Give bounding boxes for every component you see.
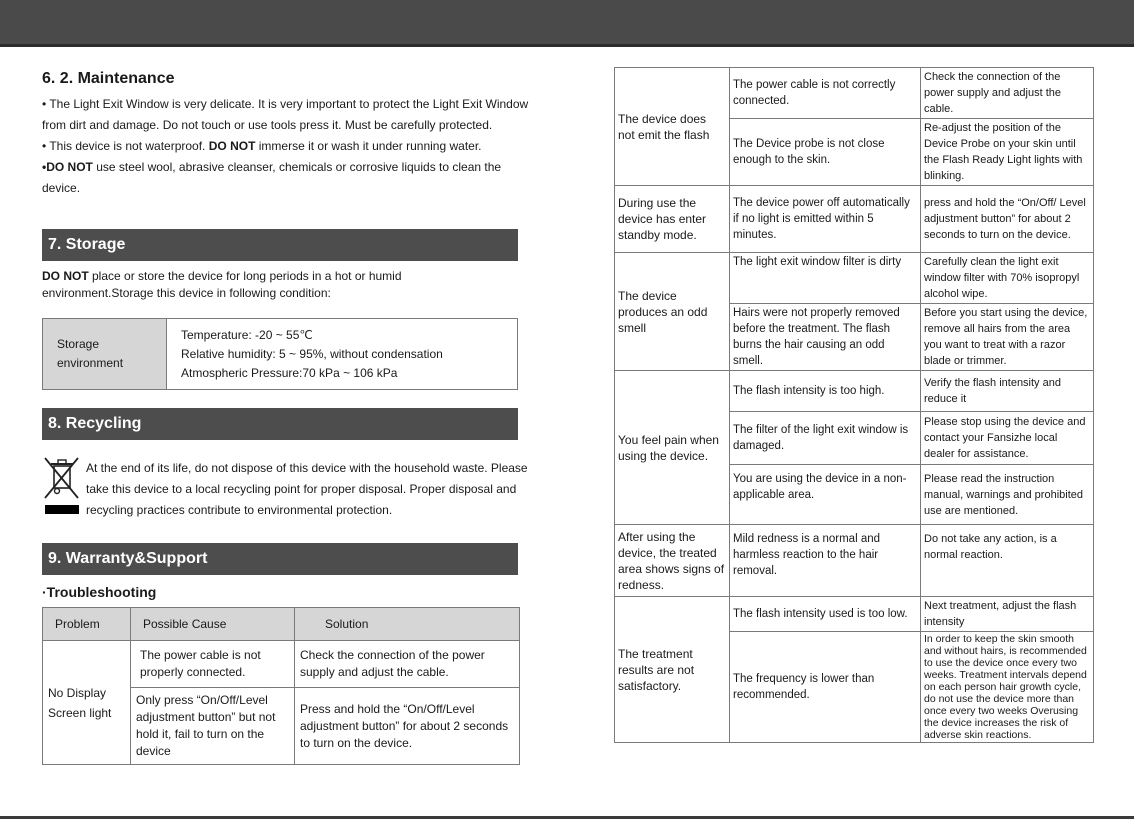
table-header-row [43, 608, 520, 641]
storage-pressure: Atmospheric Pressure:70 kPa ~ 106 kPa [181, 365, 398, 380]
recycle-marking-bar [45, 505, 79, 514]
b2-bold: DO NOT [208, 139, 256, 153]
problem-cell: The treatment results are not satisfactory. [615, 597, 730, 743]
maintenance-bullet-1: • The Light Exit Window is very delicate. It is very important to protect the Light Exit Window from dirt and damage. Do not touch or use tools press it. Must be carefully protected. [42, 97, 529, 132]
storage-humidity: Relative humidity: 5 ~ 95%, without condensation [181, 346, 443, 361]
maintenance-section [42, 70, 536, 199]
solution-cell: Press and hold the “On/Off/Level adjustment button” for about 2 seconds to turn on the device. [295, 688, 520, 765]
b2-text: • This device is not waterproof. [42, 139, 209, 153]
storage-label-1: Storage [57, 337, 100, 351]
header-band-edge [0, 44, 1134, 47]
storage-heading: 7. Storage [42, 229, 518, 261]
cause-cell: The device power off automatically if no light is emitted within 5 minutes. [730, 186, 921, 253]
warranty-heading: 9. Warranty&Support [42, 543, 518, 575]
b2-text-end: immerse it or wash it under running water. [255, 139, 482, 153]
maintenance-heading: 6. 2. Maintenance [42, 70, 175, 87]
cause-cell: The flash intensity used is too low. [730, 597, 921, 632]
solution-cell: Verify the flash intensity and reduce it [921, 371, 1094, 412]
cause-cell: The power cable is not correctly connected. [730, 68, 921, 119]
cause-cell: The power cable is not properly connected. [131, 641, 295, 688]
storage-values-cell [167, 319, 518, 390]
solution-cell: Before you start using the device, remove all hairs from the area you want to treat with a razor blade or trimmer. [921, 304, 1094, 371]
solution-cell: press and hold the “On/Off/ Level adjustment button” for about 2 seconds to turn on the device. [921, 186, 1094, 253]
storage-table [42, 318, 518, 390]
header-problem: Problem [43, 608, 131, 641]
storage-label-2: environment [57, 356, 124, 370]
table-row [615, 68, 1094, 119]
problem-cell: You feel pain when using the device. [615, 371, 730, 525]
solution-cell: Please stop using the device and contact your Fansizhe local dealer for assistance. [921, 412, 1094, 465]
maintenance-bullet-2 [42, 136, 536, 157]
problem-cell: No Display Screen light [43, 641, 131, 765]
problem-cell: After using the device, the treated area shows signs of redness. [615, 525, 730, 597]
recycling-text: At the end of its life, do not dispose of this device with the household waste. Please take this device to a local recycling point for proper disposal. Proper disposal and recycling practices contribute to environmental protection. [86, 461, 528, 517]
cause-cell: The filter of the light exit window is damaged. [730, 412, 921, 465]
solution-cell: Carefully clean the light exit window filter with 70% isopropyl alcohol wipe. [921, 253, 1094, 304]
solution-cell: Check the connection of the power supply and adjust the cable. [295, 641, 520, 688]
page-header-band [0, 0, 1134, 47]
cause-cell: The light exit window filter is dirty [730, 253, 921, 304]
table-row [615, 253, 1094, 304]
cause-cell: Hairs were not properly removed before the treatment. The flash burns the hair causing an odd smell. [730, 304, 921, 371]
table-row [43, 641, 520, 688]
troubleshooting-table-left [42, 607, 520, 765]
cause-cell: Only press “On/Off/Level adjustment button” but not hold it, fail to turn on the device [131, 688, 295, 765]
b3-text: use steel wool, abrasive cleanser, chemicals or corrosive liquids to clean the device. [42, 160, 502, 195]
header-solution: Solution [295, 608, 520, 641]
solution-cell: Re-adjust the position of the Device Probe on your skin until the Flash Ready Light lights with blinking. [921, 119, 1094, 186]
crossed-out-wheelie-bin-icon [42, 456, 80, 502]
troubleshooting-title: ·Troubleshooting [42, 584, 157, 600]
table-row [615, 186, 1094, 253]
solution-cell: Please read the instruction manual, warnings and prohibited use are mentioned. [921, 465, 1094, 525]
cause-cell: You are using the device in a non-applicable area. [730, 465, 921, 525]
cause-cell: The flash intensity is too high. [730, 371, 921, 412]
cause-cell: The Device probe is not close enough to the skin. [730, 119, 921, 186]
solution-cell: In order to keep the skin smooth and without hairs, is recommended to use the device once every two weeks. Treatment intervals depend on each person hair growth cycle, do not use the device more than once every two weeks Overusing the device increases the risk of adverse skin reactions. [921, 632, 1094, 743]
problem-cell: During use the device has enter standby mode. [615, 186, 730, 253]
troubleshooting-table-right [614, 67, 1094, 743]
solution-cell: Next treatment, adjust the flash intensity [921, 597, 1094, 632]
table-row [615, 371, 1094, 412]
recycling-heading: 8. Recycling [42, 408, 518, 440]
b3-bold: •DO NOT [42, 160, 93, 174]
maintenance-bullet-3 [42, 157, 536, 199]
storage-label-cell [43, 319, 167, 390]
cause-cell: Mild redness is a normal and harmless reaction to the hair removal. [730, 525, 921, 597]
problem-cell: The device does not emit the flash [615, 68, 730, 186]
storage-intro [42, 268, 502, 302]
solution-cell: Check the connection of the power supply and adjust the cable. [921, 68, 1094, 119]
storage-intro-text: place or store the device for long periods in a hot or humid environment.Storage this device in following condition: [42, 269, 402, 300]
storage-intro-bold: DO NOT [42, 269, 89, 283]
solution-cell: Do not take any action, is a normal reaction. [921, 525, 1094, 597]
table-row [615, 597, 1094, 632]
problem-cell: The device produces an odd smell [615, 253, 730, 371]
storage-temperature: Temperature: -20 ~ 55℃ [181, 327, 313, 342]
cause-cell: The frequency is lower than recommended. [730, 632, 921, 743]
table-row [615, 525, 1094, 597]
header-cause: Possible Cause [131, 608, 295, 641]
